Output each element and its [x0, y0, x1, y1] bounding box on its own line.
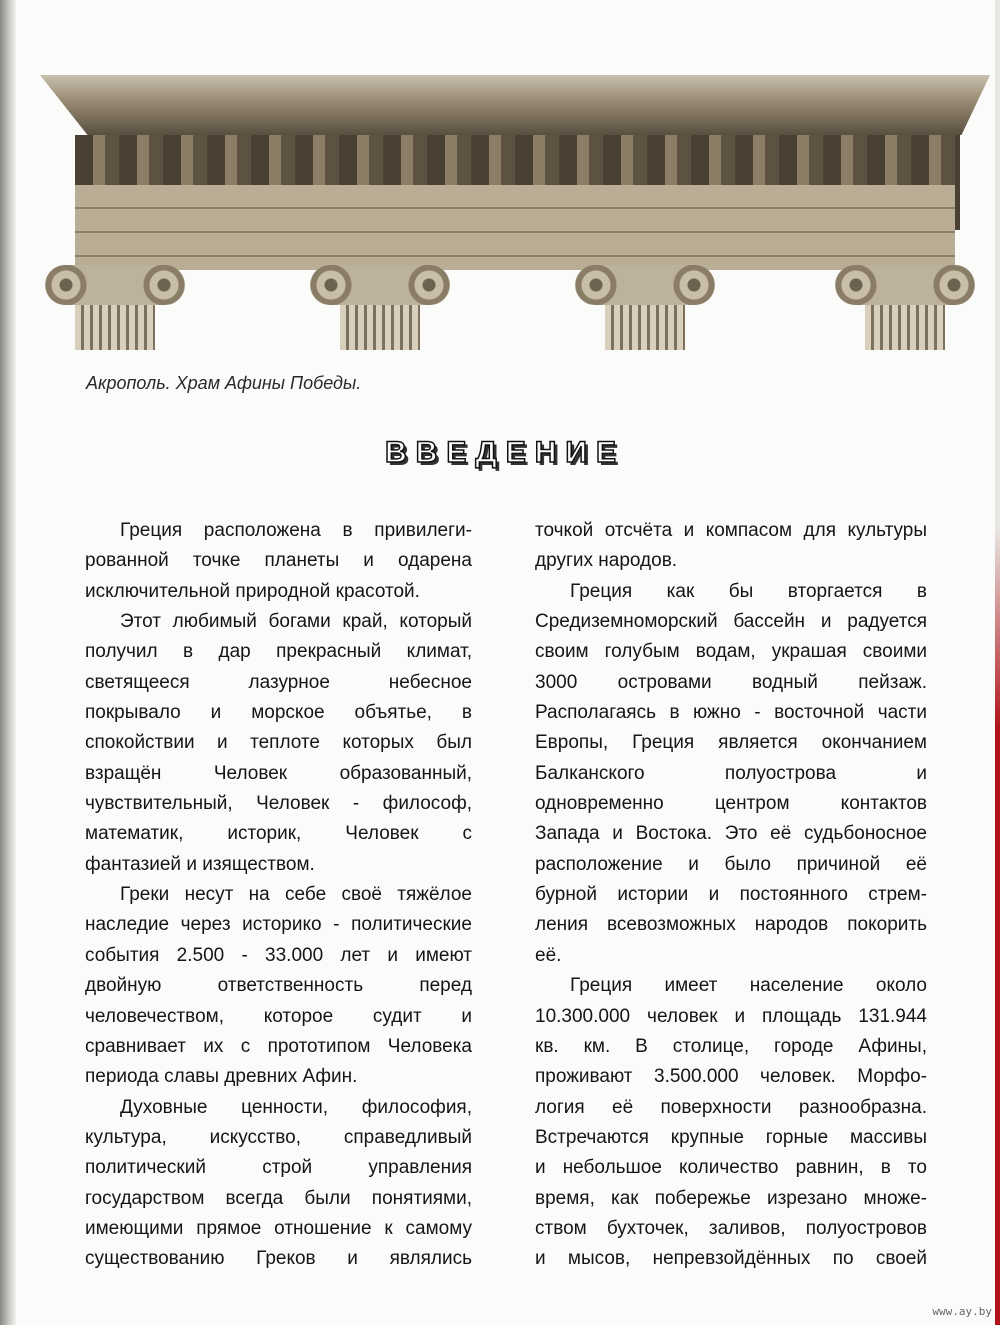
- text-line: её.: [535, 944, 562, 966]
- text-column-left: [85, 516, 472, 1275]
- text-line: Этот любимый богами край, который: [120, 611, 472, 633]
- text-line: Балканского полуострова и: [535, 762, 927, 784]
- text-line: сравнивает их с прототипом Человека: [85, 1035, 472, 1057]
- text-line: исключительной природной красотой.: [85, 580, 420, 602]
- text-line: Европы, Греция является окончанием: [535, 732, 927, 754]
- ionic-capital: [575, 265, 715, 350]
- watermark: www.ay.by: [932, 1305, 992, 1318]
- text-line: существованию Греков и являлись: [85, 1248, 472, 1270]
- ionic-capital: [310, 265, 450, 350]
- text-line: рованной точке планеты и одарена: [85, 550, 472, 572]
- paragraph: [85, 1093, 472, 1275]
- text-line: бурной истории и постоянного стрем-: [535, 884, 927, 906]
- text-line: покрывало и морское объятье, в: [85, 702, 472, 724]
- text-line: взращён Человек образованный,: [85, 762, 472, 784]
- text-line: Греки несут на себе своё тяжёлое: [120, 884, 472, 906]
- text-line: точкой отсчёта и компасом для культуры: [535, 520, 927, 541]
- paragraph: [85, 516, 472, 607]
- section-title: ВВЕДЕНИЕ: [385, 436, 625, 469]
- text-line: Духовные ценности, философия,: [120, 1096, 472, 1118]
- text-line: светящееся лазурное небесное: [85, 671, 472, 693]
- text-line: получил в дар прекрасный климат,: [85, 641, 472, 663]
- page-edge: [995, 0, 1000, 1325]
- text-line: и мысов, непревзойдённых по своей: [535, 1248, 927, 1270]
- text-line: одновременно центром контактов: [535, 793, 927, 815]
- text-line: наследие через историко - политические: [85, 914, 472, 936]
- text-line: 3000 островами водный пейзаж.: [535, 671, 927, 693]
- temple-of-athena-nike-photo: [20, 35, 990, 350]
- text-line: кв. км. В столице, городе Афины,: [535, 1035, 927, 1057]
- figure-caption: Акрополь. Храм Афины Победы.: [86, 373, 362, 393]
- paragraph: [535, 577, 927, 971]
- text-line: расположение и было причиной её: [535, 853, 927, 875]
- text-line: Средиземноморский бассейн и радуется: [535, 611, 927, 633]
- text-line: события 2.500 - 33.000 лет и имеют: [85, 944, 472, 966]
- text-line: и небольшое количество равнин, в то: [535, 1157, 927, 1179]
- text-line: Располагаясь в южно - восточной части: [535, 702, 927, 724]
- text-line: политический строй управления: [85, 1157, 472, 1179]
- text-line: имеющими прямое отношение к самому: [85, 1217, 472, 1239]
- text-line: логия её поверхности разнообразна.: [535, 1096, 927, 1118]
- text-line: математик, историк, Человек с: [85, 823, 472, 845]
- paragraph: [85, 607, 472, 880]
- text-line: фантазией и изяществом.: [85, 853, 315, 875]
- text-line: своим голубым водам, украшая своими: [535, 641, 927, 663]
- paragraph: [85, 880, 472, 1092]
- ionic-capital: [835, 265, 975, 350]
- text-line: Греция расположена в привилеги-: [120, 520, 472, 541]
- ionic-capital: [45, 265, 185, 350]
- text-line: двойную ответственность перед: [85, 975, 472, 997]
- text-line: ления всевозможных народов покорить: [535, 914, 927, 936]
- text-line: Встречаются крупные горные массивы: [535, 1126, 927, 1148]
- text-line: Греция имеет население около: [570, 975, 927, 997]
- text-line: периода славы древних Афин.: [85, 1066, 358, 1088]
- page-fold-shadow: [0, 0, 16, 1325]
- text-line: время, как побережье изрезано множе-: [535, 1187, 927, 1209]
- text-line: Запада и Востока. Это её судьбоносное: [535, 823, 927, 845]
- architrave: [75, 185, 955, 270]
- text-line: чувствительный, Человек - философ,: [85, 793, 472, 815]
- text-line: государством всегда были понятиями,: [85, 1187, 472, 1209]
- text-line: 10.300.000 человек и площадь 131.944: [535, 1005, 927, 1027]
- paragraph: [535, 971, 927, 1274]
- text-line: спокойствии и теплоте которых был: [85, 732, 472, 754]
- text-line: культура, искусство, справедливый: [85, 1126, 472, 1148]
- text-line: проживают 3.500.000 человек. Морфо-: [535, 1066, 927, 1088]
- cornice: [40, 75, 990, 135]
- text-line: ством бухточек, заливов, полуостровов: [535, 1217, 927, 1239]
- paragraph: [535, 516, 927, 577]
- text-line: других народов.: [535, 550, 678, 572]
- text-line: человечеством, которое судит и: [85, 1005, 472, 1027]
- text-line: Греция как бы вторгается в: [570, 580, 927, 602]
- text-column-right: [535, 516, 927, 1275]
